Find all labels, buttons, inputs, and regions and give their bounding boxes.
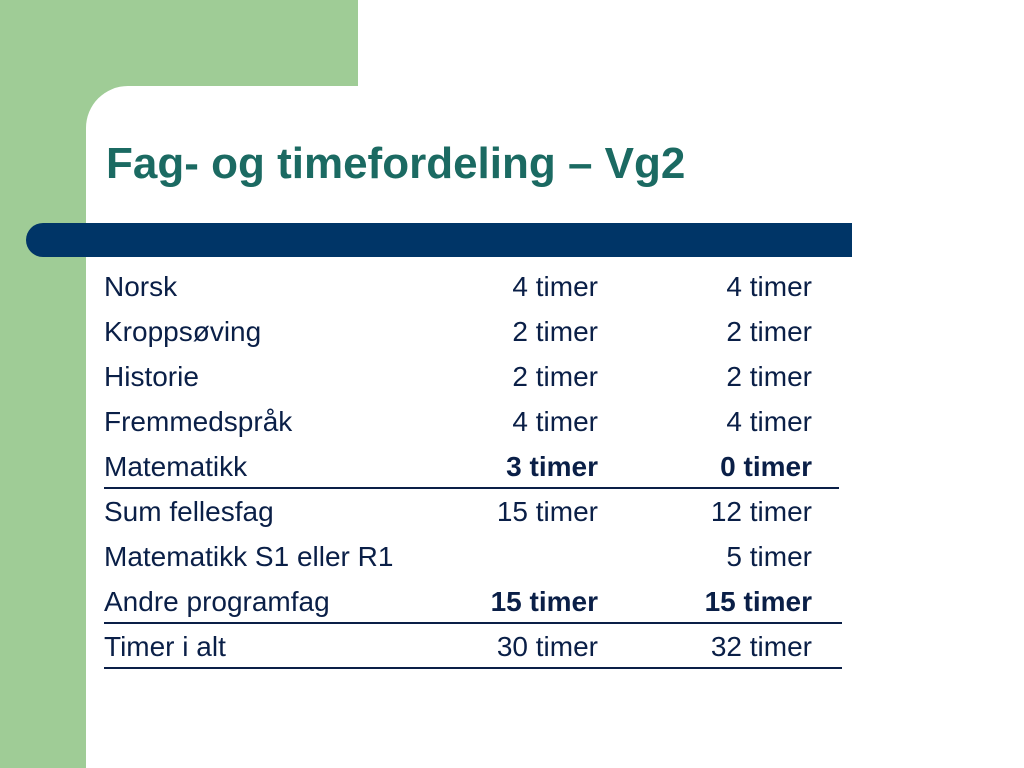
subject-label: Timer i alt xyxy=(104,631,226,662)
hours-value-2: 5 timer xyxy=(726,541,812,572)
table-row xyxy=(104,582,844,622)
table-row xyxy=(104,312,844,352)
row-underline xyxy=(104,667,842,669)
hours-value-1: 4 timer xyxy=(512,406,598,437)
table-row xyxy=(104,627,844,667)
subject-label: Historie xyxy=(104,361,199,392)
hours-value-2: 12 timer xyxy=(710,496,812,527)
hours-value-2: 32 timer xyxy=(710,631,812,662)
subject-label: Kroppsøving xyxy=(104,316,262,347)
hours-value-1: 2 timer xyxy=(512,361,598,392)
hours-value-2: 4 timer xyxy=(726,406,812,437)
subject-label: Norsk xyxy=(104,271,178,302)
subject-label: Sum fellesfag xyxy=(104,496,274,527)
row-underline xyxy=(104,622,842,624)
subject-label: Matematikk S1 eller R1 xyxy=(104,541,394,572)
hours-value-2: 2 timer xyxy=(726,361,812,392)
table-row xyxy=(104,447,844,487)
hours-value-1: 4 timer xyxy=(512,271,598,302)
subject-label: Fremmedspråk xyxy=(104,406,293,437)
table-row xyxy=(104,537,844,577)
hours-value-2: 0 timer xyxy=(720,451,812,482)
subject-label: Matematikk xyxy=(104,451,248,482)
hours-value-1: 15 timer xyxy=(496,496,598,527)
title-underline-bar xyxy=(26,223,852,257)
hours-value-1: 3 timer xyxy=(506,451,598,482)
table-row xyxy=(104,357,844,397)
hours-value-2: 15 timer xyxy=(704,586,812,617)
hours-value-2: 2 timer xyxy=(726,316,812,347)
hours-value-1: 30 timer xyxy=(496,631,598,662)
subject-label: Andre programfag xyxy=(104,586,330,617)
table-row xyxy=(104,492,844,532)
slide-title: Fag- og timefordeling – Vg2 xyxy=(106,139,686,188)
row-underline xyxy=(104,487,839,489)
table-row xyxy=(104,267,844,307)
table-row xyxy=(104,402,844,442)
hours-value-2: 4 timer xyxy=(726,271,812,302)
hours-value-1: 2 timer xyxy=(512,316,598,347)
hours-value-1: 15 timer xyxy=(490,586,598,617)
